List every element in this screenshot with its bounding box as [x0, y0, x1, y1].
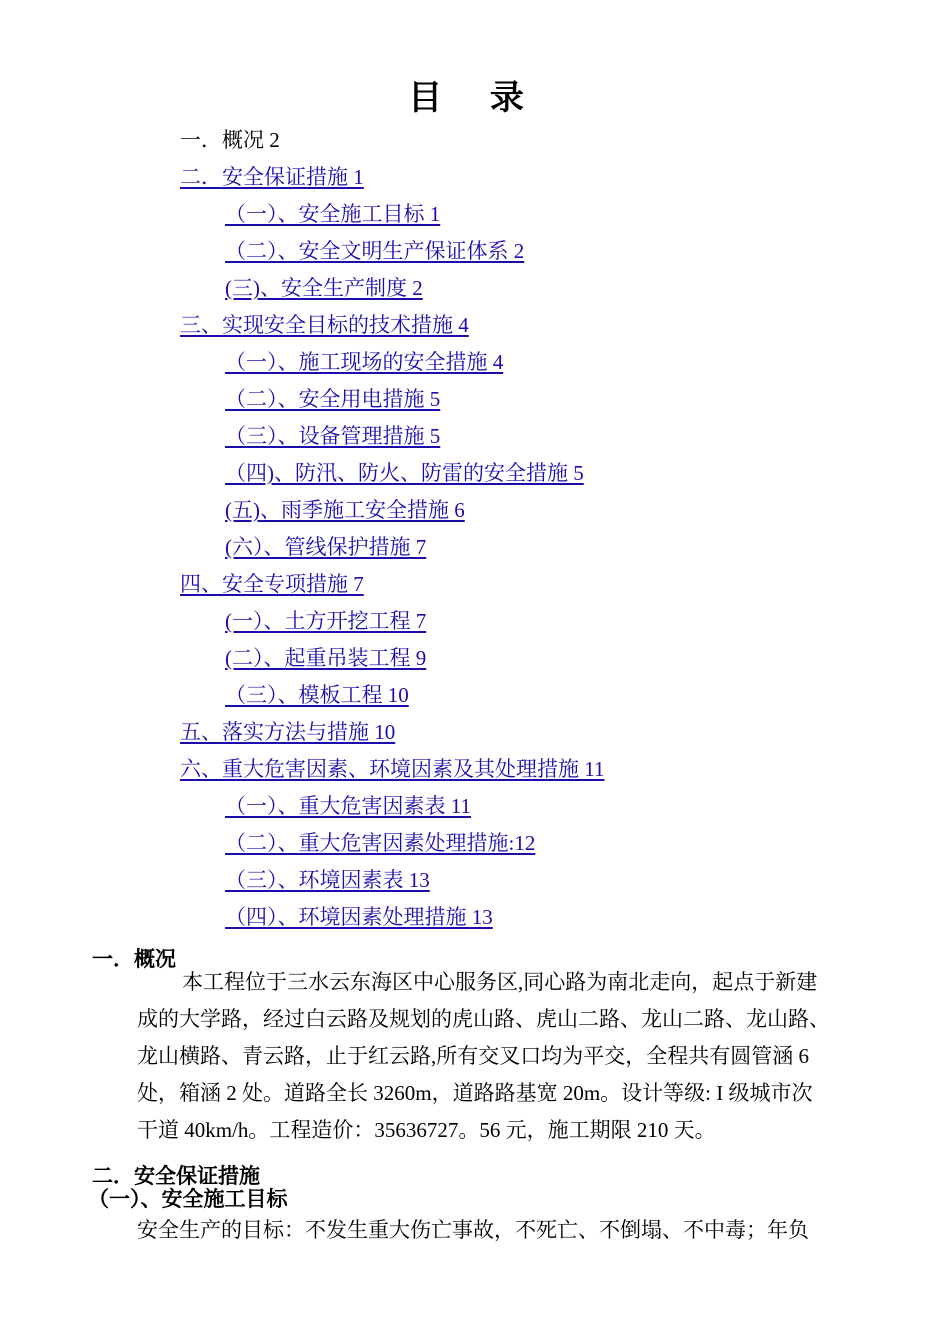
toc-item-overview: 一．概况 2	[180, 128, 280, 152]
toc-link-site-safety[interactable]: （一）、施工现场的安全措施 4	[225, 350, 504, 374]
toc-link-flood-fire-lightning[interactable]: （四)、防汛、防火、防雷的安全措施 5	[225, 461, 584, 485]
toc-link-earthwork[interactable]: (一）、土方开挖工程 7	[225, 609, 427, 633]
paragraph-line: 干道 40km/h。工程造价：35636727。56 元，施工期限 210 天。	[137, 1118, 716, 1142]
toc-link-safety-measures[interactable]: 二．安全保证措施 1	[180, 165, 364, 189]
toc-link-safety-rules[interactable]: (三)、安全生产制度 2	[225, 276, 423, 300]
toc-link-hazard-table[interactable]: （一）、重大危害因素表 11	[225, 794, 471, 818]
toc-link-formwork[interactable]: （三）、模板工程 10	[225, 683, 409, 707]
toc-link-environment-table[interactable]: （三）、环境因素表 13	[225, 868, 430, 892]
toc-link-implementation[interactable]: 五、落实方法与措施 10	[180, 720, 396, 744]
subsection-heading-safety-goal: （一）、安全施工目标	[88, 1187, 288, 1211]
toc-link-safety-goal[interactable]: （一）、安全施工目标 1	[225, 202, 441, 226]
paragraph-line: 本工程位于三水云东海区中心服务区,同心路为南北走向，起点于新建	[182, 970, 818, 994]
toc-link-hazards-environment[interactable]: 六、重大危害因素、环境因素及其处理措施 11	[180, 757, 605, 781]
toc-link-equipment-management[interactable]: （三）、设备管理措施 5	[225, 424, 441, 448]
toc-link-pipeline-protection[interactable]: (六）、管线保护措施 7	[225, 535, 427, 559]
paragraph-line: 处，箱涵 2 处。道路全长 3260m，道路路基宽 20m。设计等级: I 级城市次	[137, 1081, 813, 1105]
toc-link-civilized-production-system[interactable]: （二）、安全文明生产保证体系 2	[225, 239, 525, 263]
section-heading-safety-measures: 二．安全保证措施	[92, 1164, 260, 1188]
paragraph-line: 安全生产的目标：不发生重大伤亡事故，不死亡、不倒塌、不中毒；年负	[137, 1218, 809, 1242]
toc-link-technical-measures[interactable]: 三、实现安全目标的技术措施 4	[180, 313, 469, 337]
toc-link-environment-handling[interactable]: （四）、环境因素处理措施 13	[225, 905, 493, 929]
section-heading-overview: 一．概况	[92, 947, 176, 971]
toc-link-rainy-season[interactable]: (五)、雨季施工安全措施 6	[225, 498, 465, 522]
toc-link-lifting[interactable]: (二）、起重吊装工程 9	[225, 646, 427, 670]
paragraph-line: 成的大学路，经过白云路及规划的虎山路、虎山二路、龙山二路、龙山路、	[137, 1007, 830, 1031]
toc-link-electric-safety[interactable]: （二）、安全用电措施 5	[225, 387, 441, 411]
toc-link-hazard-handling[interactable]: （二）、重大危害因素处理措施:12	[225, 831, 536, 855]
page-title: 目 录	[408, 78, 542, 118]
safety-goal-paragraph	[137, 1212, 877, 1249]
paragraph-line: 龙山横路、青云路，止于红云路,所有交叉口均为平交，全程共有圆管涵 6	[137, 1044, 809, 1068]
overview-paragraph	[137, 964, 877, 1149]
toc-link-special-measures[interactable]: 四、安全专项措施 7	[180, 572, 364, 596]
